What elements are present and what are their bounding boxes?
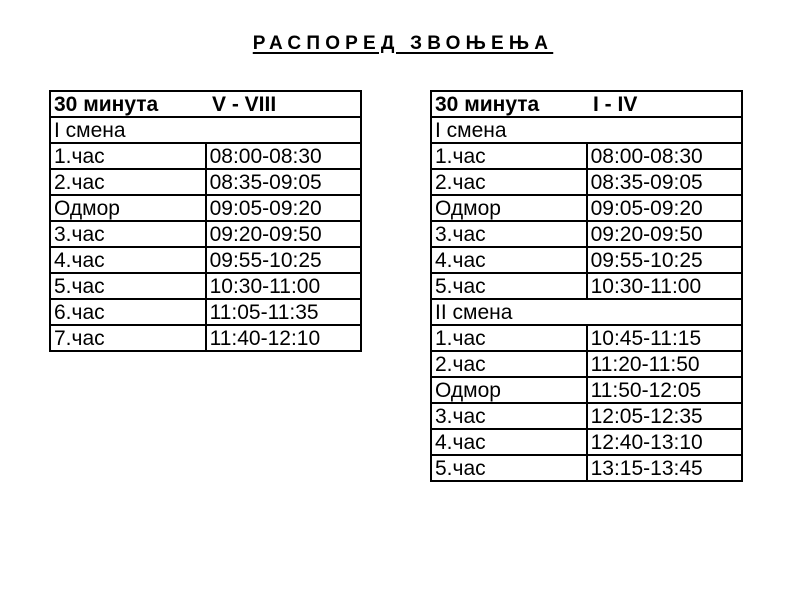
right-rows-shift-2 <box>431 325 742 481</box>
period-label: 5.час <box>431 273 587 299</box>
table-row <box>431 195 742 221</box>
table-row <box>431 325 742 351</box>
table-row <box>50 299 361 325</box>
schedule-table-grades-5-8 <box>49 90 362 352</box>
left-rows <box>50 143 361 351</box>
period-label: 2.час <box>431 351 587 377</box>
shift-label: I смена <box>50 117 361 143</box>
period-time: 08:35-09:05 <box>587 169 742 195</box>
table-row <box>50 273 361 299</box>
period-label: 5.час <box>50 273 206 299</box>
period-label: Одмор <box>431 195 587 221</box>
period-time: 09:05-09:20 <box>206 195 361 221</box>
table-row <box>431 377 742 403</box>
table-row <box>431 455 742 481</box>
table-row <box>431 351 742 377</box>
period-time: 10:30-11:00 <box>206 273 361 299</box>
table-row <box>431 273 742 299</box>
table-row <box>431 221 742 247</box>
period-label: 1.час <box>431 325 587 351</box>
period-time: 08:35-09:05 <box>206 169 361 195</box>
period-label: 4.час <box>431 247 587 273</box>
period-time: 11:40-12:10 <box>206 325 361 351</box>
period-time: 12:05-12:35 <box>587 403 742 429</box>
period-time: 09:55-10:25 <box>587 247 742 273</box>
period-time: 11:20-11:50 <box>587 351 742 377</box>
header-grades: I - IV <box>593 92 638 116</box>
header-duration: 30 минута <box>54 92 159 116</box>
period-label: 7.час <box>50 325 206 351</box>
table-header-row <box>50 91 361 117</box>
period-time: 11:05-11:35 <box>206 299 361 325</box>
table-header-row <box>431 91 742 117</box>
table-row <box>50 195 361 221</box>
period-label: 4.час <box>431 429 587 455</box>
period-time: 09:55-10:25 <box>206 247 361 273</box>
period-label: 1.час <box>431 143 587 169</box>
table-row <box>431 143 742 169</box>
shift-row <box>431 117 742 143</box>
period-label: Одмор <box>50 195 206 221</box>
period-time: 08:00-08:30 <box>206 143 361 169</box>
shift-label: II смена <box>431 299 742 325</box>
shift-row <box>431 299 742 325</box>
table-row <box>50 247 361 273</box>
period-label: 3.час <box>50 221 206 247</box>
period-time: 12:40-13:10 <box>587 429 742 455</box>
table-row <box>431 429 742 455</box>
period-label: 3.час <box>431 221 587 247</box>
shift-row <box>50 117 361 143</box>
period-label: 4.час <box>50 247 206 273</box>
period-time: 10:45-11:15 <box>587 325 742 351</box>
table-header <box>431 91 742 117</box>
period-time: 13:15-13:45 <box>587 455 742 481</box>
period-label: Одмор <box>431 377 587 403</box>
table-row <box>431 403 742 429</box>
period-label: 3.час <box>431 403 587 429</box>
table-row <box>50 325 361 351</box>
table-row <box>431 169 742 195</box>
period-time: 10:30-11:00 <box>587 273 742 299</box>
header-grades: V - VIII <box>212 92 277 116</box>
period-time: 08:00-08:30 <box>587 143 742 169</box>
schedule-table-grades-1-4 <box>430 90 743 482</box>
table-row <box>431 247 742 273</box>
page-title: РАСПОРЕД ЗВОЊЕЊА <box>252 33 554 54</box>
period-label: 2.час <box>50 169 206 195</box>
table-row <box>50 169 361 195</box>
period-time: 09:20-09:50 <box>206 221 361 247</box>
period-label: 5.час <box>431 455 587 481</box>
period-time: 09:05-09:20 <box>587 195 742 221</box>
table-row <box>50 143 361 169</box>
period-time: 09:20-09:50 <box>587 221 742 247</box>
table-row <box>50 221 361 247</box>
table-header <box>50 91 361 117</box>
period-time: 11:50-12:05 <box>587 377 742 403</box>
period-label: 6.час <box>50 299 206 325</box>
header-duration: 30 минута <box>435 92 540 116</box>
shift-label: I смена <box>431 117 742 143</box>
right-rows-shift-1 <box>431 143 742 299</box>
period-label: 1.час <box>50 143 206 169</box>
period-label: 2.час <box>431 169 587 195</box>
